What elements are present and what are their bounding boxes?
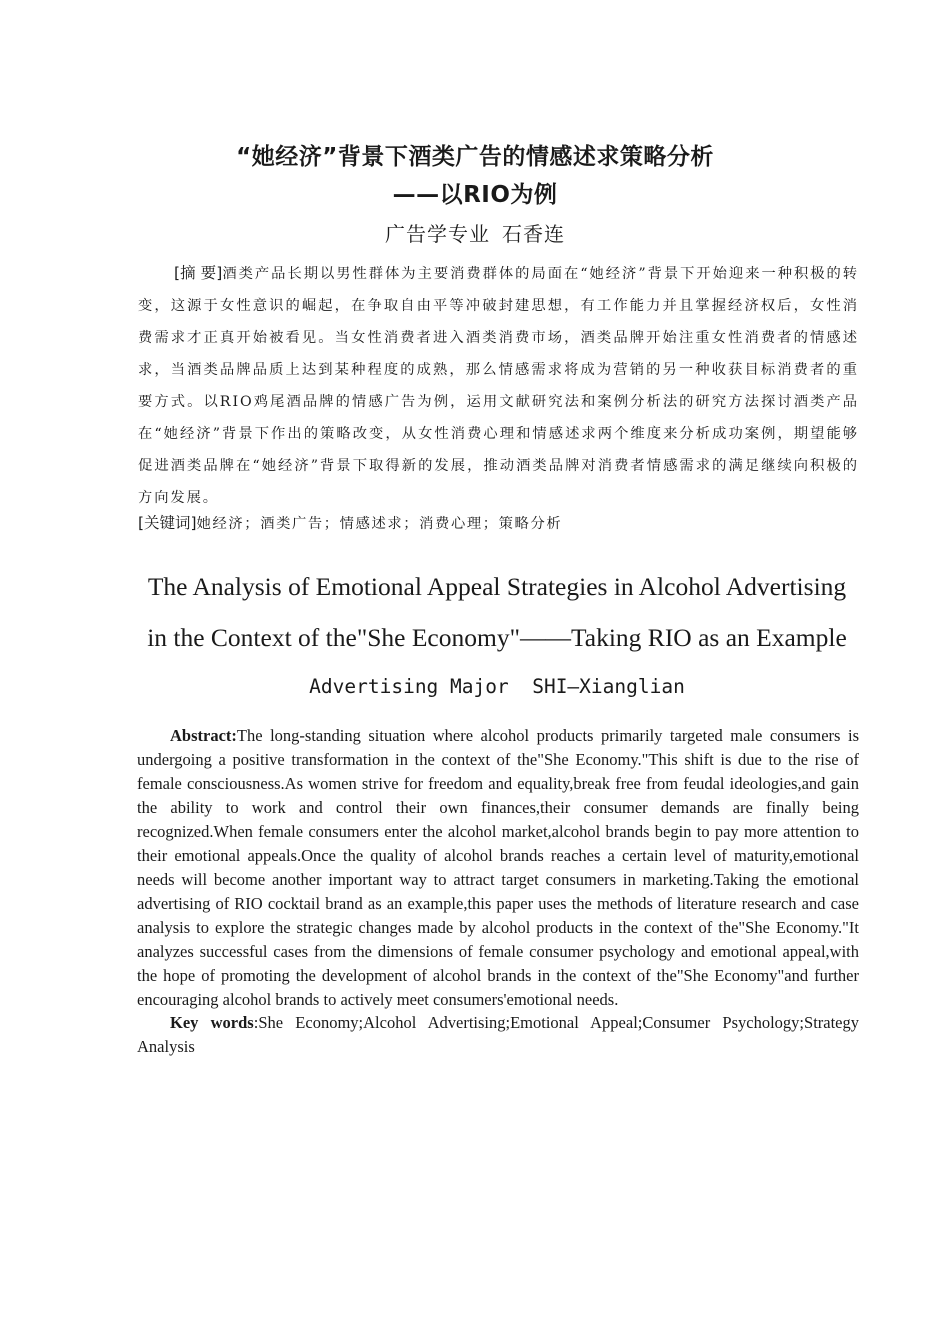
- english-abstract: [137, 724, 859, 1012]
- chinese-keywords-text: 她经济；酒类广告；情感述求；消费心理；策略分析: [196, 516, 563, 532]
- chinese-author-name: 石香连: [502, 222, 565, 246]
- chinese-abstract-label: [摘 要]: [174, 264, 223, 282]
- english-author-line: Advertising Major SHI—Xianglian: [309, 675, 685, 698]
- english-abstract-label: Abstract:: [170, 726, 237, 745]
- english-keywords-label: Key words: [170, 1013, 254, 1032]
- english-title-line-1: The Analysis of Emotional Appeal Strategies in Alcohol Advertising: [147, 572, 847, 601]
- english-title-line-2: in the Context of the"She Economy"——Taking RIO as an Example: [147, 623, 847, 652]
- chinese-abstract: [138, 257, 859, 514]
- chinese-title-line-1: “她经济”背景下酒类广告的情感述求策略分析: [236, 144, 714, 170]
- chinese-major: 广告学专业: [385, 222, 490, 246]
- english-keywords-text: :She Economy;Alcohol Advertising;Emotional Appeal;Consumer Psychology;Strategy Analysis: [137, 1013, 860, 1056]
- chinese-keywords-label: [关键词]: [138, 514, 197, 532]
- english-abstract-text: The long-standing situation where alcohol products primarily targeted male consumers is undergoing a positive transformation in the context of the"She Economy."This shift is due to the rise of female consciousness.As women strive for freedom and equality,break free from feudal ideologies,and gain the ability to work and control their own finances,their consumer demands are finally being recognized.When female consumers enter the alcohol market,alcohol brands begin to pay more attention to their emotional appeals.Once the quality of alcohol brands reaches a certain level of maturity,emotional needs will become another important way to attract target consumers in marketing.Taking the emotional advertising of RIO cocktail brand as an example,this paper uses the methods of literature research and case analysis to explore the strategic changes made by alcohol products in the context of the"She Economy."It analyzes successful cases from the dimensions of female consumer psychology and emotional appeal,with the hope of promoting the development of alcohol brands in the context of the"She Economy"and further encouraging alcohol brands to actively meet consumers'emotional needs.: [137, 726, 859, 1009]
- english-keywords: [137, 1011, 859, 1059]
- chinese-title-line-2: ——以RIO为例: [392, 182, 558, 208]
- chinese-author-line: [0, 218, 950, 247]
- chinese-keywords: [138, 511, 859, 536]
- chinese-abstract-text: 酒类产品长期以男性群体为主要消费群体的局面在“她经济”背景下开始迎来一种积极的转变，这源于女性意识的崛起，在争取自由平等冲破封建思想，有工作能力并且掌握经济权后，女性消费需求才正真开始被看见。当女性消费者进入酒类消费市场，酒类品牌开始注重女性消费者的情感述求，当酒类品牌品质上达到某种程度的成熟，那么情感需求将成为营销的另一种收获目标消费者的重要方式。以RIO鸡尾酒品牌的情感广告为例，运用文献研究法和案例分析法的研究方法探讨酒类产品在“她经济”背景下作出的策略改变，从女性消费心理和情感述求两个维度来分析成功案例，期望能够促进酒类品牌在“她经济”背景下取得新的发展，推动酒类品牌对消费者情感需求的满足继续向积极的方向发展。: [138, 266, 859, 506]
